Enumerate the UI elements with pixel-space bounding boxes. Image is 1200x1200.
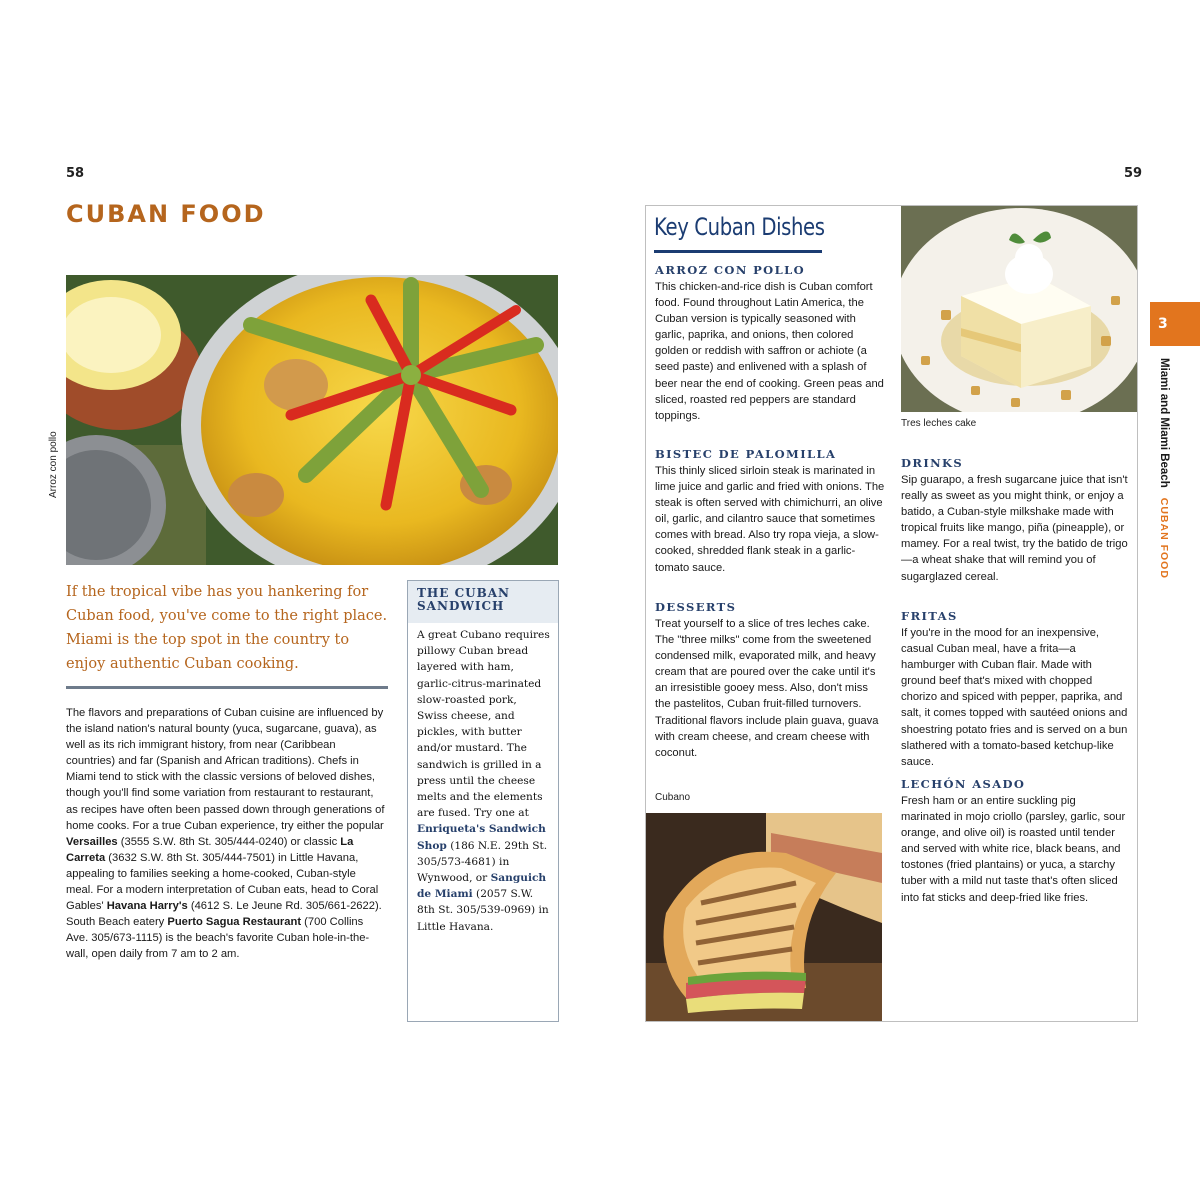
sidebar-body: A great Cubano requires pillowy Cuban bread layered with ham, garlic-citrus-marinated slow-roasted pork, Swiss cheese, and pickles, with butter and/or mustard. The sandwich is grilled in a press until the cheese melts and the elements are fused. Try one at Enriqueta's Sandwich Shop (186 N.E. 29th St. 305/573-4681) in Wynwood, or Sanguich de Miami (2057 S.W. 8th St. 305/539-0969) in Little Havana.: [417, 629, 550, 933]
arroz-con-pollo-photo: [66, 275, 558, 565]
sidebar-sanguich: Sanguich de Miami: [417, 872, 547, 901]
chapter-tab: 3: [1150, 302, 1200, 346]
dish-text-drinks: Sip guarapo, a fresh sugarcane juice that isn't really as sweet as you might think, or enjoy a batido, a Cuban-style milkshake made with tropical fruits like mango, piña (pineapple), or mamey. For a real twist, try the batido de trigo—a wheat shake that will remind you of sugarglazed cereal.: [901, 474, 1128, 583]
caption-cubano: Cubano: [655, 792, 691, 803]
tres-leches-photo: [901, 206, 1137, 412]
restaurant-la-carreta: La Carreta: [66, 835, 354, 864]
restaurant-versailles: Versailles: [66, 835, 118, 848]
restaurant-puerto-sagua: Puerto Sagua Restaurant: [167, 916, 302, 929]
running-head: [1158, 358, 1170, 598]
running-head-chapter: Miami and Miami Beach: [1158, 358, 1170, 488]
key-dishes-title: Key Cuban Dishes: [654, 213, 825, 241]
dish-heading-arroz: ARROZ CON POLLO: [655, 263, 805, 277]
page-number-right: 59: [1124, 166, 1143, 181]
cuban-sandwich-sidebar: [407, 580, 559, 1022]
dish-text-desserts: Treat yourself to a slice of tres leches cake. The "three milks" come from the sweetened condensed milk, evaporated milk, and heavy cream that are poured over the cake until it's an irresistible gooey mess. Also, don't miss the pastelitos, Cuban fruit-filled turnovers. Traditional flavors include plain guava, guava with cream cheese, and cream cheese with coconut.: [655, 618, 879, 759]
running-head-section: CUBAN FOOD: [1158, 497, 1170, 579]
dish-heading-lechon: LECHÓN ASADO: [901, 777, 1026, 791]
dish-text-bistec: This thinly sliced sirloin steak is marinated in lime juice and garlic and fried with onions. The steak is often served with chimichurri, an olive oil, garlic, and cilantro sauce that sometimes comes with bread. Also try ropa vieja, a slow-cooked, shredded flank steak in a garlic-tomato sauce.: [655, 465, 885, 574]
page-number-left: 58: [66, 166, 85, 181]
sidebar-title: THE CUBAN SANDWICH: [408, 581, 558, 623]
dish-heading-fritas: FRITAS: [901, 609, 958, 623]
key-dishes-rule: [654, 250, 822, 253]
intro-divider: [66, 686, 388, 689]
dish-heading-drinks: DRINKS: [901, 456, 964, 470]
restaurant-havana-harrys: Havana Harry's: [106, 900, 188, 913]
dish-heading-desserts: DESSERTS: [655, 600, 737, 614]
photo-caption-arroz: Arroz con pollo: [48, 431, 59, 498]
body-paragraph: The flavors and preparations of Cuban cuisine are influenced by the island nation's natural bounty (yuca, sugarcane, guava), as well as its rich immigrant history, from near (Caribbean countries) and far (Spanish and African traditions). Chefs in Miami tend to stick with the classic versions of beloved dishes, though you'll find some variation from restaurant to restaurant, as recipes have often been passed down through generations of home cooks. For a true Cuban experience, try either the popular Versailles (3555 S.W. 8th St. 305/444-0240) or classic La Carreta (3632 S.W. 8th St. 305/444-7501) in Little Havana, appealing to families seeking a home-cooked, Cuban-style meal. For a modern interpretation of Cuban eats, head to Coral Gables' Havana Harry's (4612 S. Le Jeune Rd. 305/661-2622). South Beach eatery Puerto Sagua Restaurant (700 Collins Ave. 305/673-1115) is the beach's favorite Cuban hole-in-the-wall, open daily from 7 am to 2 am.: [66, 707, 385, 961]
sidebar-enriquetas: Enriqueta's Sandwich Shop: [417, 823, 546, 852]
caption-tres-leches: Tres leches cake: [901, 418, 977, 429]
dish-text-arroz: This chicken-and-rice dish is Cuban comfort food. Found throughout Latin America, the Cuban version is typically seasoned with garlic, paprika, and onions, then colored golden or reddish with saffron or achiote (a seed paste) and enlivened with a splash of beer near the end of cooking. Green peas and sliced, roasted red peppers are standard toppings.: [655, 281, 884, 422]
intro-paragraph: If the tropical vibe has you hankering for Cuban food, you've come to the right place. Miami is the top spot in the country to enjoy authentic Cuban cooking.: [66, 584, 388, 672]
dish-text-lechon: Fresh ham or an entire suckling pig marinated in mojo criollo (parsley, garlic, sour orange, and olive oil) is roasted until tender and served with white rice, black beans, and tostones (fried plantains) or yuca, a starchy tuber with a mild nut taste that's often sliced into fat sticks and deep-fried like fries.: [901, 795, 1126, 904]
dish-text-fritas: If you're in the mood for an inexpensive, casual Cuban meal, have a frita—a hamburger with Cuban flair. Made with ground beef that's mixed with chopped chorizo and spiced with pepper, paprika, and salt, it comes topped with sautéed onions and shoestring potato fries and is served on a bun slathered with a tomato-based ketchup-like sauce.: [901, 627, 1128, 768]
dish-heading-bistec: BISTEC DE PALOMILLA: [655, 447, 837, 461]
section-title: CUBAN FOOD: [66, 200, 266, 228]
cubano-sandwich-photo: [646, 813, 882, 1021]
